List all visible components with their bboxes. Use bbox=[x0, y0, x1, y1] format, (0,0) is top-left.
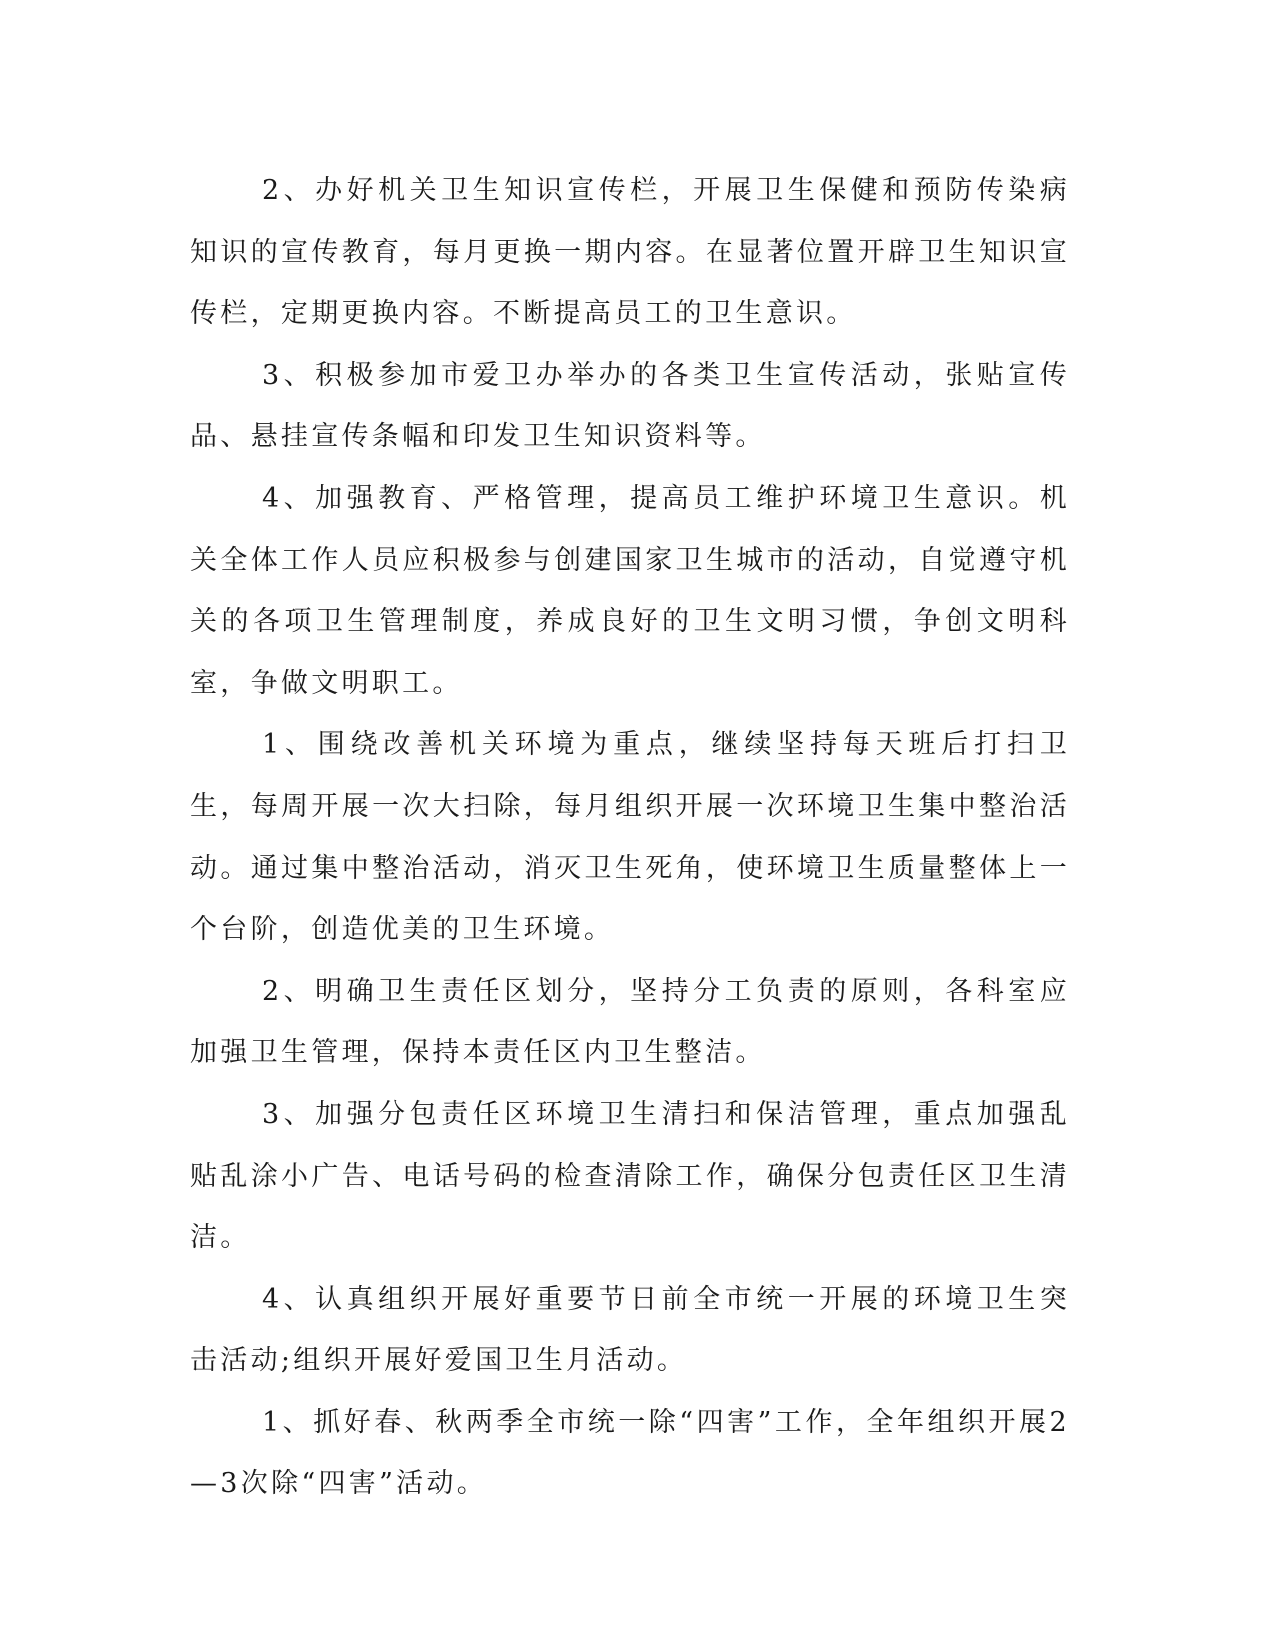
paragraph-3: 4、加强教育、严格管理，提高员工维护环境卫生意识。机关全体工作人员应积极参与创建国家卫生城市的活动，自觉遵守机关的各项卫生管理制度，养成良好的卫生文明习惯，争创文明科室，争做文明职工。 bbox=[190, 482, 1070, 699]
document-body bbox=[190, 160, 1070, 1515]
paragraph-2: 3、积极参加市爱卫办举办的各类卫生宣传活动，张贴宣传品、悬挂宣传条幅和印发卫生知识资料等。 bbox=[190, 359, 1070, 453]
paragraph-1: 2、办好机关卫生知识宣传栏，开展卫生保健和预防传染病知识的宣传教育，每月更换一期内容。在显著位置开辟卫生知识宣传栏，定期更换内容。不断提高员工的卫生意识。 bbox=[190, 175, 1070, 330]
paragraph-6: 3、加强分包责任区环境卫生清扫和保洁管理，重点加强乱贴乱涂小广告、电话号码的检查清除工作，确保分包责任区卫生清洁。 bbox=[190, 1098, 1070, 1254]
paragraph-4: 1、围绕改善机关环境为重点，继续坚持每天班后打扫卫生，每周开展一次大扫除，每月组织开展一次环境卫生集中整治活动。通过集中整治活动，消灭卫生死角，使环境卫生质量整体上一个台阶，创造优美的卫生环境。 bbox=[190, 729, 1070, 946]
paragraph-7: 4、认真组织开展好重要节日前全市统一开展的环境卫生突击活动;组织开展好爱国卫生月活动。 bbox=[190, 1283, 1070, 1377]
paragraph-8: 1、抓好春、秋两季全市统一除“四害”工作，全年组织开展2—3次除“四害”活动。 bbox=[190, 1406, 1070, 1500]
paragraph-5: 2、明确卫生责任区划分，坚持分工负责的原则，各科室应加强卫生管理，保持本责任区内卫生整洁。 bbox=[190, 975, 1070, 1069]
